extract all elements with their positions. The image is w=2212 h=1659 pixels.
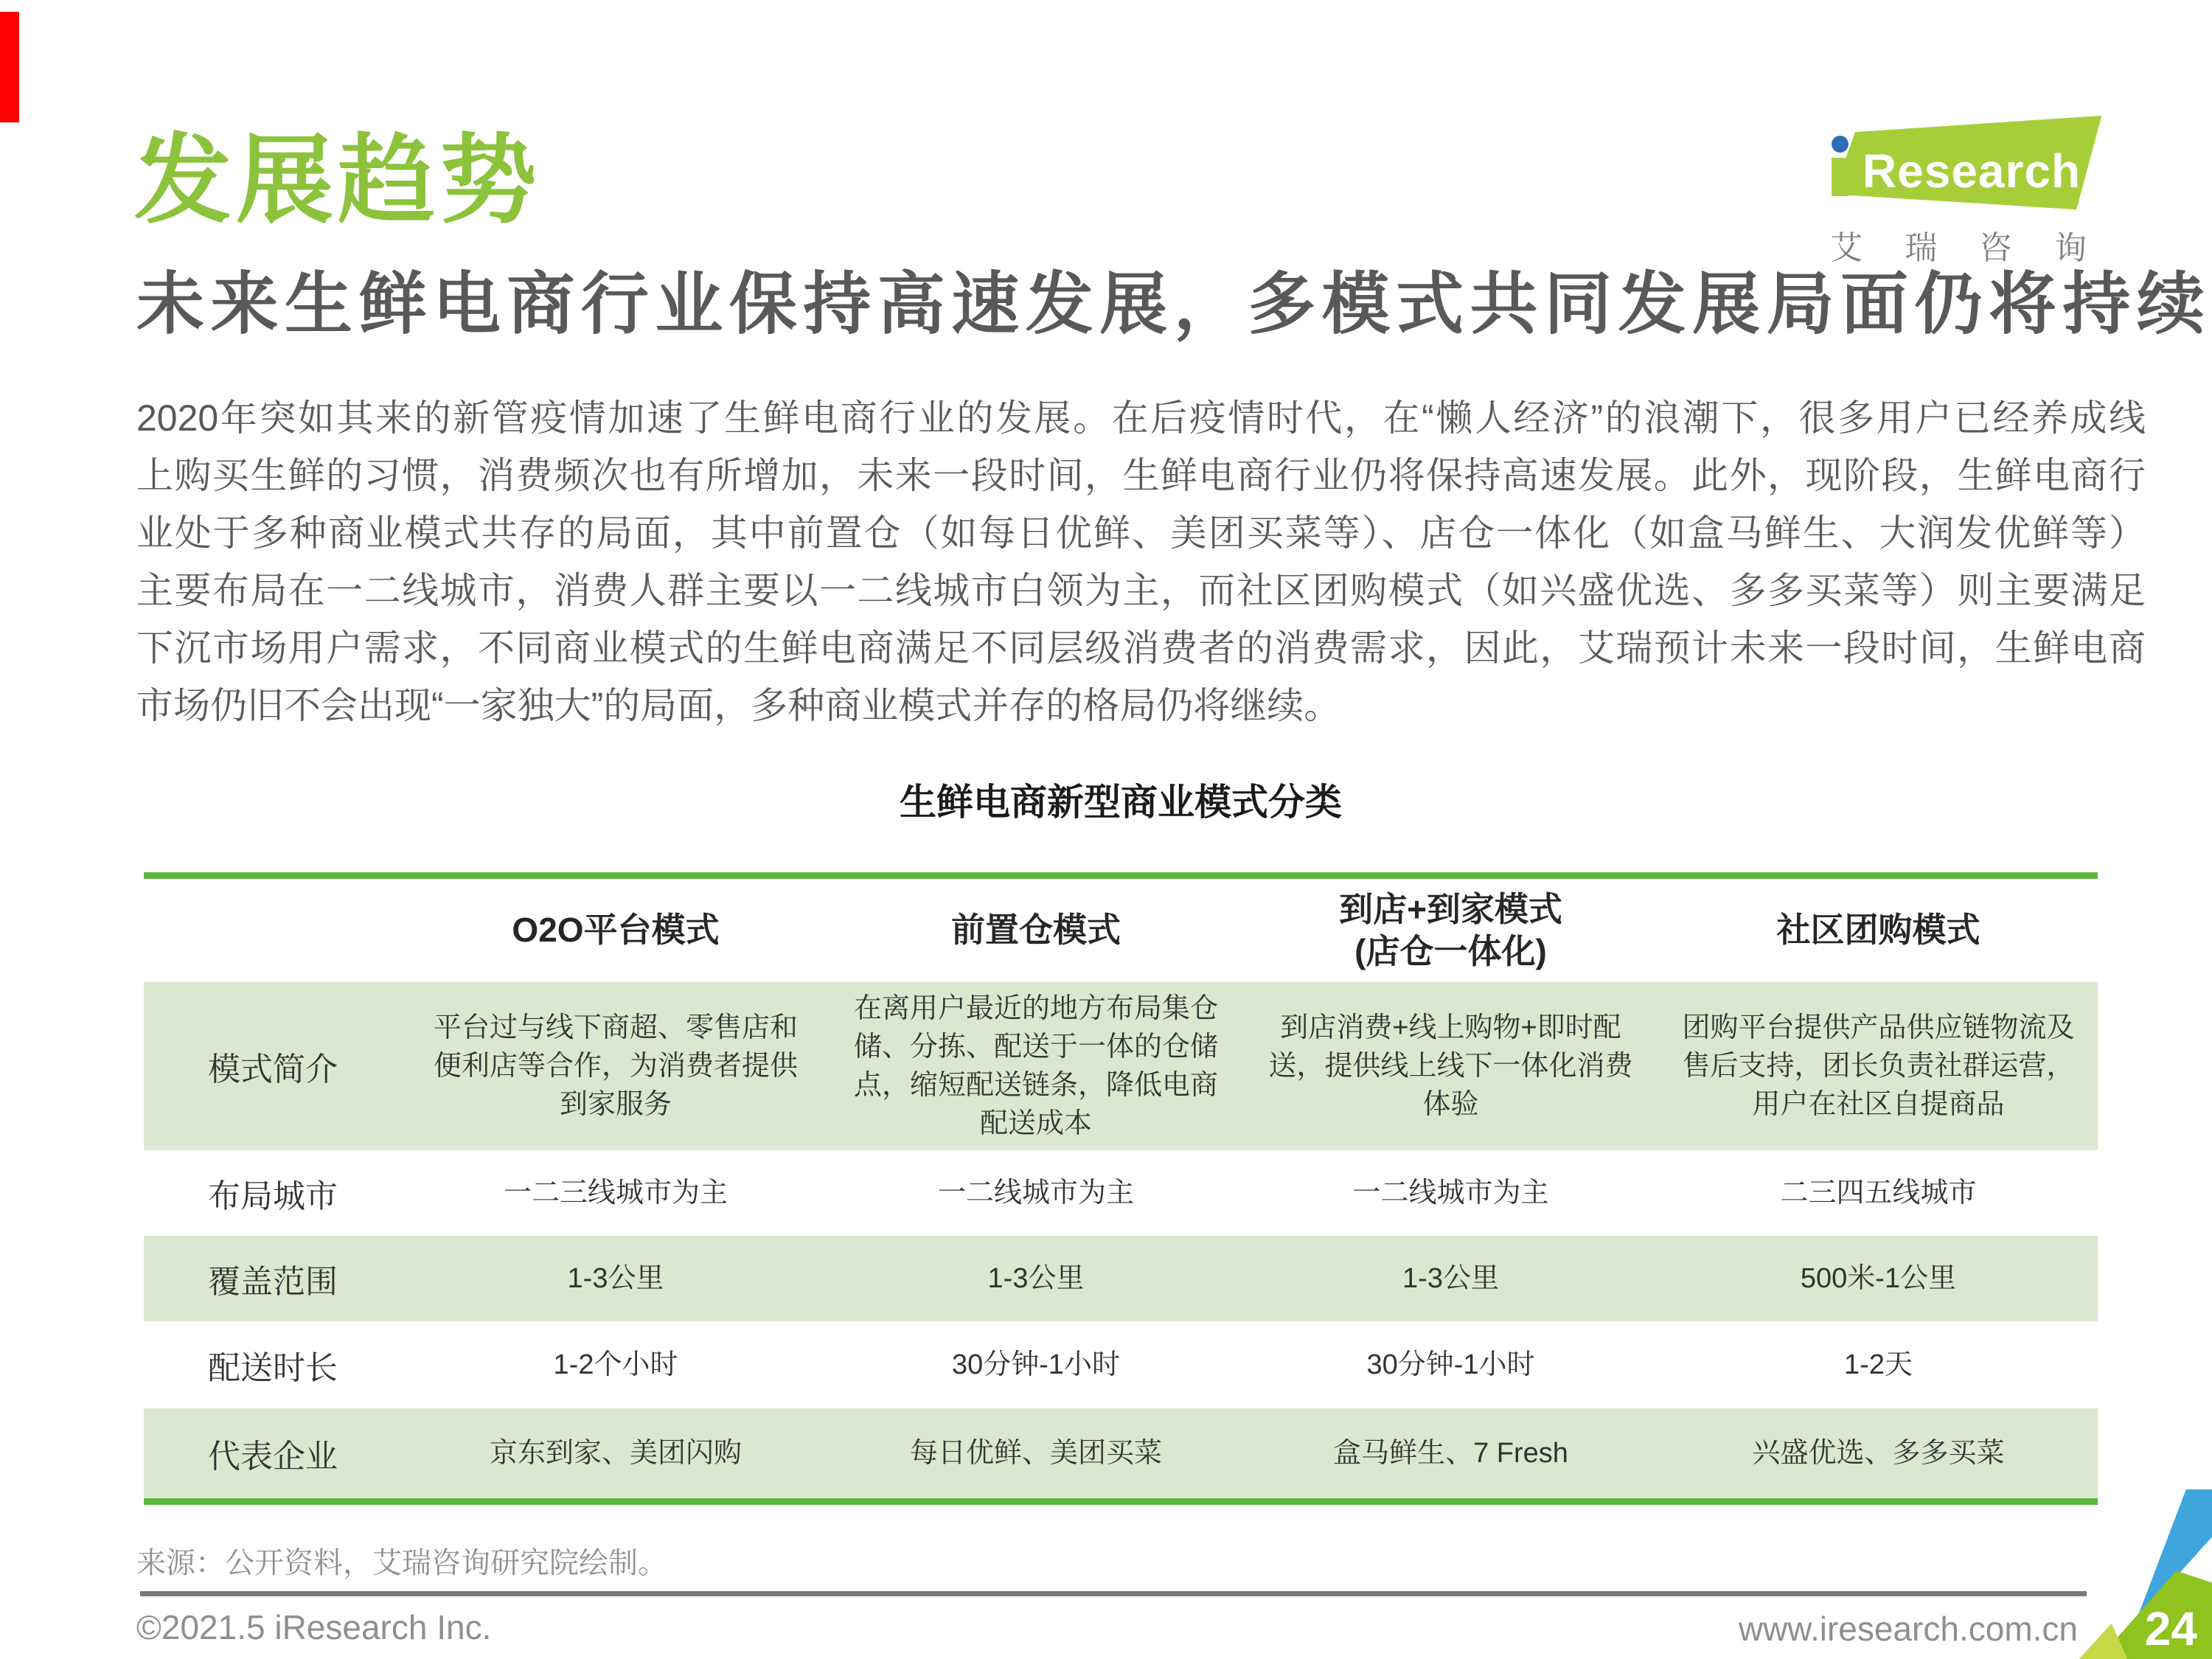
intro-line: 市场仍旧不会出现“一家独大”的局面，多种商业模式并存的格局仍将继续。 <box>136 685 1341 726</box>
table-cell: 到店消费+线上购物+即时配送，提供线上线下一体化消费体验 <box>1268 1012 1633 1120</box>
table-row <box>144 1236 2098 1321</box>
table-row <box>144 1150 2098 1236</box>
logo-caption-char: 咨 <box>1979 230 2012 266</box>
logo-wordmark: Research <box>1862 145 2081 198</box>
table-cell: 二三四五线城市 <box>1780 1178 1977 1208</box>
footer-divider <box>140 1591 2087 1596</box>
logo-i-dot-icon <box>1832 136 1848 153</box>
row-label: 覆盖范围 <box>208 1264 338 1300</box>
table-cell: 团购平台提供产品供应链物流及售后支持，团长负责社群运营，用户在社区自提商品 <box>1682 1012 2075 1120</box>
row-label: 配送时长 <box>208 1350 338 1386</box>
intro-line: 2020年突如其来的新管疫情加速了生鲜电商行业的发展。在后疫情时代，在“懒人经济”的浪潮下，很多用户已经养成线 <box>136 397 2146 439</box>
table-cell: 平台过与线下商超、零售店和便利店等合作，为消费者提供到家服务 <box>433 1012 798 1120</box>
table-cell: 1-3公里 <box>987 1263 1085 1294</box>
intro-line: 上购买生鲜的习惯，消费频次也有所增加，未来一段时间，生鲜电商行业仍将保持高速发展。此外，现阶段，生鲜电商行 <box>136 455 2146 496</box>
table-cell: 1-2天 <box>1844 1349 1913 1380</box>
table-row <box>144 1321 2098 1408</box>
table-cell: 兴盛优选、多多买菜 <box>1752 1438 2005 1469</box>
logo-caption-char: 瑞 <box>1905 230 1938 266</box>
table-cell: 30分钟-1小时 <box>1366 1349 1535 1380</box>
column-header-o2o: O2O平台模式 <box>512 911 720 950</box>
column-header-main: 到店+到家模式 <box>1339 889 1562 928</box>
intro-line: 主要布局在一二线城市，消费人群主要以一二线城市白领为主，而社区团购模式（如兴盛优选、多多买菜等）则主要满足 <box>136 570 2146 611</box>
table-cell: 一二线城市为主 <box>937 1178 1134 1208</box>
intro-line: 下沉市场用户需求，不同商业模式的生鲜电商满足不同层级消费者的消费需求，因此，艾瑞预计未来一段时间，生鲜电商 <box>136 627 2146 669</box>
intro-paragraph <box>136 389 2146 734</box>
table-cell: 500米-1公里 <box>1800 1263 1957 1294</box>
table-header-row <box>144 879 2098 982</box>
row-label: 布局城市 <box>208 1178 338 1214</box>
table-title: 生鲜电商新型商业模式分类 <box>900 782 1342 823</box>
row-label: 模式简介 <box>208 1051 338 1088</box>
column-header-shequ-tuangou: 社区团购模式 <box>1776 911 1980 950</box>
logo-caption-char: 艾 <box>1830 230 1863 266</box>
logo-i-stem-icon <box>1832 158 1848 196</box>
source-note: 来源：公开资料，艾瑞咨询研究院绘制。 <box>136 1547 667 1579</box>
business-model-table <box>144 872 2098 1505</box>
table-cell: 1-3公里 <box>567 1263 664 1294</box>
row-label: 代表企业 <box>208 1439 338 1475</box>
logo-caption <box>1830 221 2087 268</box>
column-header-qianzhicang: 前置仓模式 <box>951 911 1121 950</box>
column-header-daodian-daojia <box>1242 888 1659 973</box>
iresearch-logo <box>1827 109 2107 266</box>
table-cell: 在离用户最近的地方布局集仓储、分拣、配送于一体的仓储点，缩短配送链条，降低电商配送成本 <box>853 993 1218 1139</box>
intro-line: 业处于多种商业模式共存的局面，其中前置仓（如每日优鲜、美团买菜等）、店仓一体化（如盒马鲜生、大润发优鲜等） <box>136 512 2146 554</box>
table-cell: 30分钟-1小时 <box>951 1349 1121 1380</box>
table-cell: 1-3公里 <box>1402 1263 1499 1294</box>
table-cell: 每日优鲜、美团买菜 <box>909 1438 1162 1469</box>
corner-decoration <box>2050 1489 2212 1659</box>
headline: 未来生鲜电商行业保持高速发展，多模式共同发展局面仍将持续 <box>136 267 2205 342</box>
page-number: 24 <box>2144 1602 2197 1655</box>
table-row <box>144 1408 2098 1498</box>
logo-caption-char: 询 <box>2053 230 2087 266</box>
column-header-sub: (店仓一体化) <box>1354 932 1547 970</box>
footer-copyright: ©2021.5 iResearch Inc. <box>136 1608 492 1646</box>
table-cell: 盒马鲜生、7 Fresh <box>1333 1438 1568 1469</box>
table-cell: 1-2个小时 <box>553 1349 678 1380</box>
red-accent-bar <box>0 12 19 122</box>
table-cell: 京东到家、美团闪购 <box>489 1438 742 1469</box>
page-title: 发展趋势 <box>134 126 541 234</box>
footer-website: www.iresearch.com.cn <box>1738 1610 2078 1648</box>
table-cell: 一二三线城市为主 <box>503 1178 728 1208</box>
table-row <box>144 982 2098 1150</box>
table-cell: 一二线城市为主 <box>1352 1178 1549 1208</box>
